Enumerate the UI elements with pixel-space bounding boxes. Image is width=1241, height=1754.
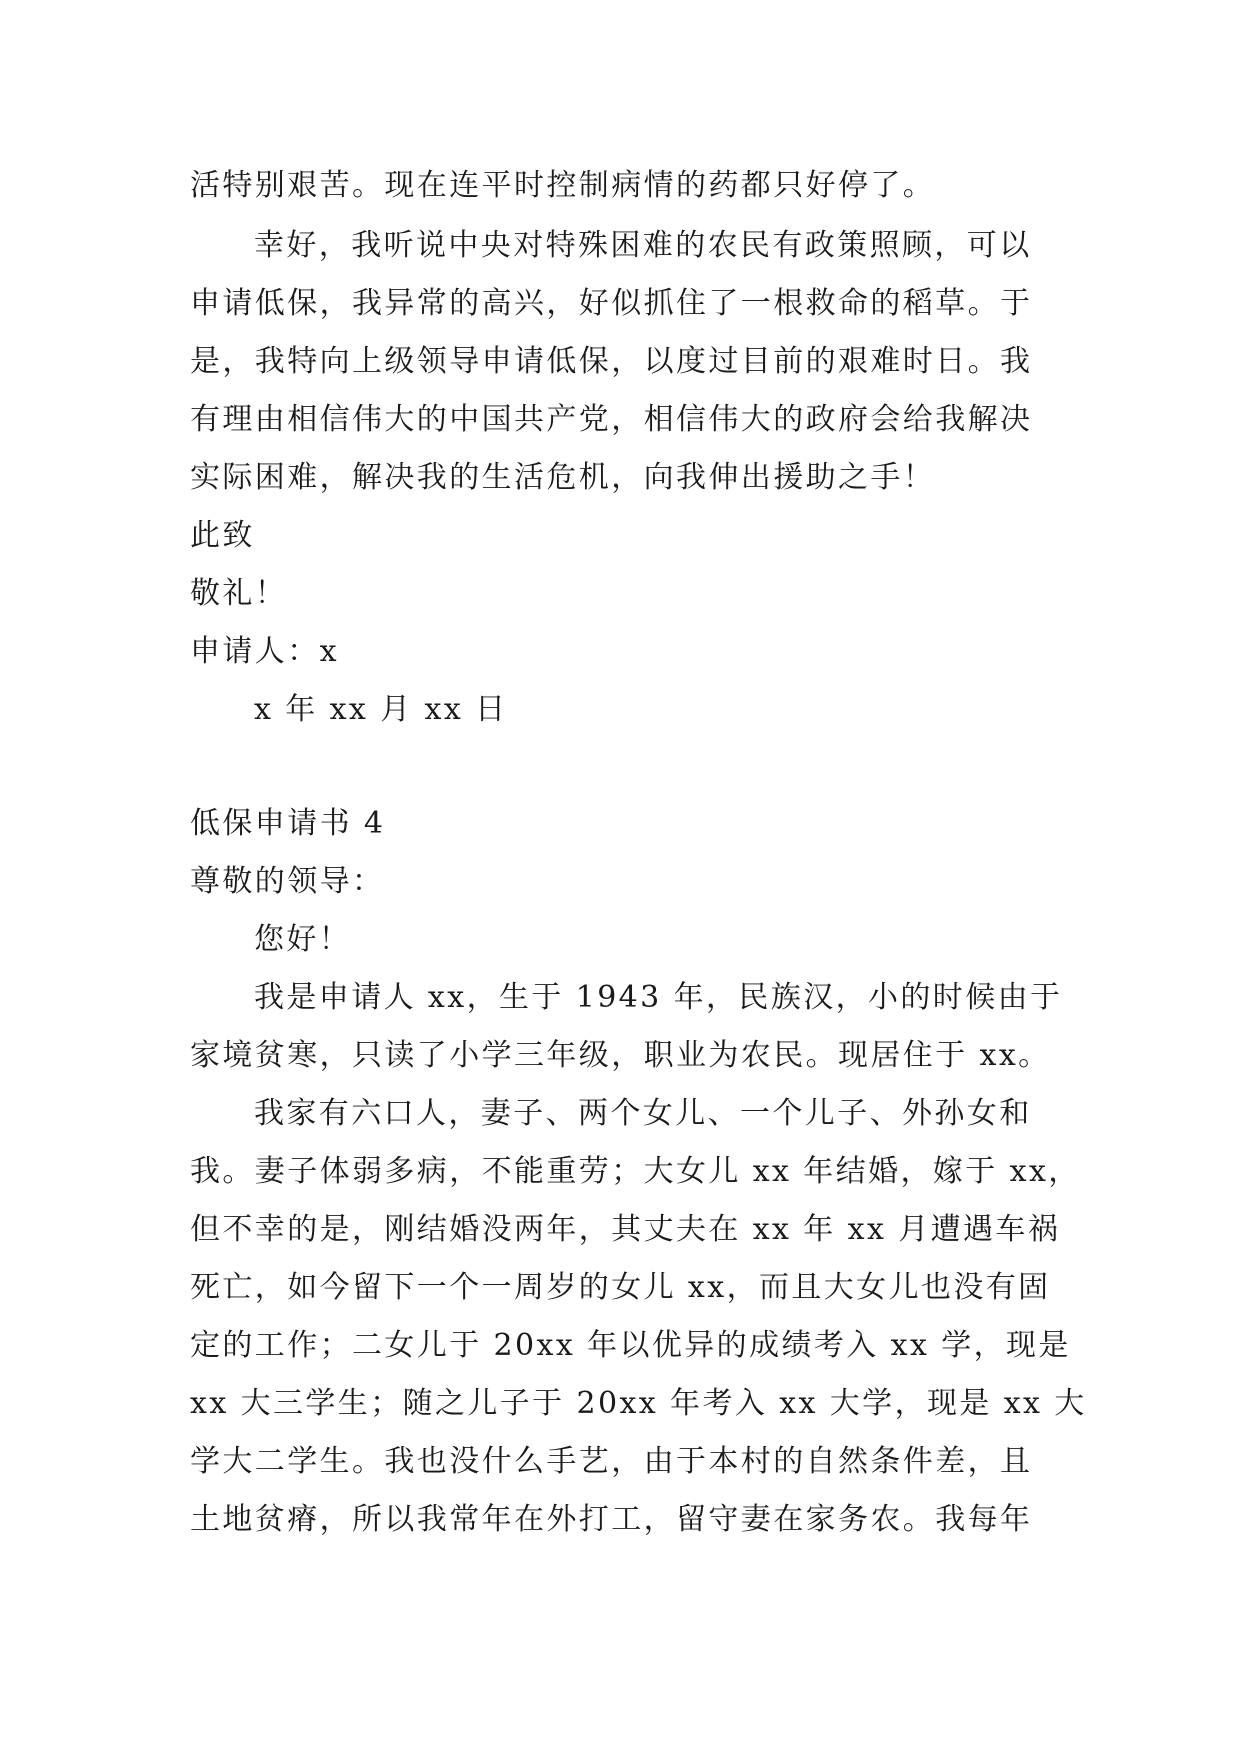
paragraph-line: 活特别艰苦。现在连平时控制病情的药都只好停了。 [190, 168, 936, 203]
paragraph-line: 我是申请人 xx，生于 1943 年，民族汉，小的时候由于 [254, 980, 1063, 1015]
paragraph-line: 定的工作；二女儿于 20xx 年以优异的成绩考入 xx 学，现是 [190, 1328, 1071, 1363]
paragraph-line: 学大二学生。我也没什么手艺，由于本村的自然条件差，且 [190, 1444, 1033, 1479]
paragraph-line: 家境贫寒，只读了小学三年级，职业为农民。现居住于 xx。 [190, 1038, 1051, 1073]
paragraph-line: 幸好，我听说中央对特殊困难的农民有政策照顾，可以 [254, 228, 1032, 263]
addressee: 尊敬的领导： [190, 864, 385, 899]
greeting: 您好！ [254, 922, 352, 957]
paragraph-line: 有理由相信伟大的中国共产党，相信伟大的政府会给我解决 [190, 402, 1033, 437]
document-title: 低保申请书 4 [190, 806, 386, 841]
paragraph-line: xx 大三学生；随之儿子于 20xx 年考入 xx 大学，现是 xx 大 [190, 1386, 1087, 1421]
paragraph-line: 我家有六口人，妻子、两个女儿、一个儿子、外孙女和 [254, 1096, 1032, 1131]
applicant-signature: 申请人：x [190, 634, 339, 669]
paragraph-line: 申请低保，我异常的高兴，好似抓住了一根救命的稻草。于 [190, 286, 1033, 321]
paragraph-line: 我。妻子体弱多病，不能重劳；大女儿 xx 年结婚，嫁于 xx， [190, 1154, 1081, 1189]
salute-text: 敬礼！ [190, 576, 288, 611]
closing-text: 此致 [190, 518, 255, 553]
paragraph-line: 土地贫瘠，所以我常年在外打工，留守妻在家务农。我每年 [190, 1502, 1033, 1537]
paragraph-line: 死亡，如今留下一个一周岁的女儿 xx，而且大女儿也没有固 [190, 1270, 1051, 1305]
paragraph-line: 是，我特向上级领导申请低保，以度过目前的艰难时日。我 [190, 344, 1033, 379]
signature-date: x 年 xx 月 xx 日 [254, 692, 508, 727]
paragraph-line: 实际困难，解决我的生活危机，向我伸出援助之手！ [190, 460, 936, 495]
paragraph-line: 但不幸的是，刚结婚没两年，其丈夫在 xx 年 xx 月遭遇车祸 [190, 1212, 1061, 1247]
